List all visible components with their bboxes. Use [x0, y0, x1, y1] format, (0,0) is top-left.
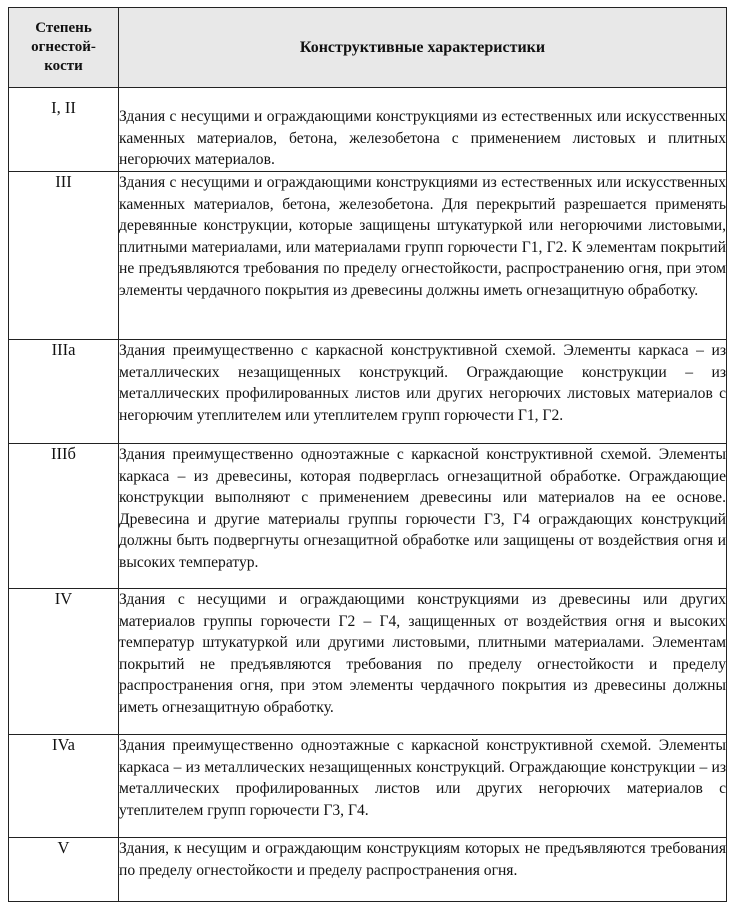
- table-row: [9, 172, 727, 340]
- fire-resistance-table: [8, 7, 727, 902]
- table-row: [9, 444, 727, 589]
- table-row: [9, 88, 727, 172]
- degree-cell: I, II: [9, 88, 119, 172]
- characteristics-cell: Здания с несущими и ограждающими конструкциями из древесины или других материалов группы горючести Г2 – Г4, защищенных от воздействия огня и высоких температур штукатуркой или другими листовыми, плитными материалами. Элементам покрытий не предъявляются требования по пределу огнестойкости и пределу распространения огня, при этом элементы чердачного покрытия из древесины должны иметь огнезащитную обработку.: [119, 589, 727, 735]
- header-degree: [9, 8, 119, 88]
- degree-cell: IIIa: [9, 340, 119, 444]
- characteristics-cell: Здания с несущими и ограждающими конструкциями из естественных или искусственных каменных материалов, бетона, железобетона. Для перекрытий разрешается применять деревянные конструкции, которые защищены штукатуркой или негорючими листовыми, плитными материалами, или материалами групп горючести Г1, Г2. К элементам покрытий не предъявляются требования по пределу огнестойкости, распространению огня, при этом элементы чердачного покрытия из древесины должны иметь огнезащитную обработку.: [119, 172, 727, 340]
- table-row: [9, 589, 727, 735]
- table-row: [9, 735, 727, 838]
- header-degree-line: кости: [44, 58, 83, 74]
- degree-cell: III: [9, 172, 119, 340]
- characteristics-cell: Здания с несущими и ограждающими конструкциями из естественных или искусственных каменных материалов, бетона, железобетона с применением листовых и плитных негорючих материалов.: [119, 88, 727, 172]
- table-header-row: [9, 8, 727, 88]
- table-row: [9, 340, 727, 444]
- characteristics-cell: Здания преимущественно с каркасной конструктивной схемой. Элементы каркаса – из металлических незащищенных конструкций. Ограждающие конструкции – из металлических профилированных листов или других негорючих листовых материалов с негорючим утеплителем или утеплителем групп горючести Г1, Г2.: [119, 340, 727, 444]
- table-row: [9, 838, 727, 902]
- degree-cell: IIIб: [9, 444, 119, 589]
- degree-cell: V: [9, 838, 119, 902]
- header-characteristics: Конструктивные характеристики: [119, 8, 727, 88]
- header-degree-line: огнестой-: [31, 39, 96, 55]
- header-degree-line: Степень: [35, 20, 92, 36]
- degree-cell: IVa: [9, 735, 119, 838]
- characteristics-cell: Здания преимущественно одноэтажные с каркасной конструктивной схемой. Элементы каркаса – из металлических незащищенных конструкций. Ограждающие конструкции – из металлических профилированных листов или других негорючих материалов с утеплителем групп горючести Г3, Г4.: [119, 735, 727, 838]
- degree-cell: IV: [9, 589, 119, 735]
- characteristics-cell: Здания преимущественно одноэтажные с каркасной конструктивной схемой. Элементы каркаса – из древесины, которая подверглась огнезащитной обработке. Ограждающие конструкции выполняют с применением древесины или материалов на ее основе. Древесина и другие материалы группы горючести Г3, Г4 ограждающих конструкций должны быть подвергнуты огнезащитной обработке или защищены от воздействия огня и высоких температур.: [119, 444, 727, 589]
- characteristics-cell: Здания, к несущим и ограждающим конструкциям которых не предъявляются требования по пределу огнестойкости и пределу распространения огня.: [119, 838, 727, 902]
